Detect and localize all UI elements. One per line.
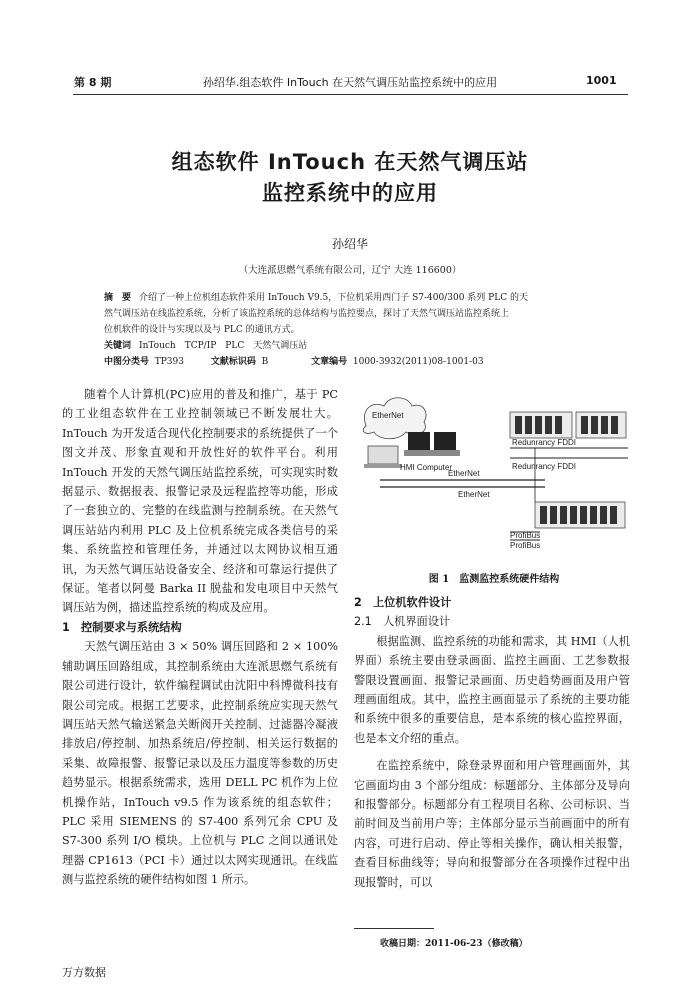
right-column — [354, 593, 630, 892]
received-date: 收稿日期：2011-06-23（修改稿） — [380, 939, 528, 949]
article-title-line-1: 组态软件 InTouch 在天然气调压站 — [171, 150, 529, 174]
clc-label: 中图分类号 — [104, 357, 150, 367]
monitor-icon — [434, 432, 456, 450]
monitor-icon — [408, 432, 430, 450]
subsection-heading-2-1: 2.1 人机界面设计 — [354, 615, 451, 629]
keyboard-icon — [404, 450, 460, 456]
label-ethernet-mid: EtherNet — [448, 469, 480, 478]
plc-rack-bottom — [535, 502, 625, 528]
watermark: 万方数据 — [62, 966, 106, 979]
footnote-rule — [354, 928, 434, 929]
abstract — [104, 290, 604, 370]
label-hmi-computer: HMI Computer — [400, 463, 453, 472]
keywords-label: 关键词 — [104, 341, 132, 351]
label-fddi-2: Redunrancy FDDI — [512, 462, 577, 471]
issue-number: 第 8 期 — [74, 76, 112, 89]
affiliation: （大连派思燃气系统有限公司，辽宁 大连 116600） — [238, 265, 462, 276]
section-1-paragraph: 天然气调压站由 3 × 50% 调压回路和 2 × 100% 辅助调压回路组成，其控制系统由大连派思燃气系统有限公司进行设计，软件编程调试由沈阳中科博微科技有限公司完成。根据工艺要求，此控制系统应实现天然气调压站天然气输送紧急关断阀开关控制、过滤器冷凝液排放启/停控制、加热系统启/停控制、相关运行数据的采集、故障报警、报警记录以及压力温度等参数的历史趋势显示。根据系统需求，选用 DELL PC 机作为上位机操作站，InTouch v9.5 作为该系统的组态软件；PLC 采用 SIEMENS 的 S7-400 系列冗余 CPU 及 S7-300 系列 I/O 模块。上位机与 PLC 之间以通讯处理器 CP1613（PCI 卡）通过以太网实现通讯。在线监测与监控系统的硬件结构如图 1 所示。 — [62, 640, 338, 887]
label-profibus-2: ProfiBus — [510, 541, 541, 550]
abstract-line: 介绍了一种上位机组态软件采用 InTouch V9.5，下位机采用西门子 S7-400/300 系列 PLC 的天 — [139, 293, 528, 303]
clc-value: TP393 — [154, 357, 184, 367]
header-rule — [73, 94, 628, 95]
doc-code-value: B — [261, 357, 269, 367]
page-number: 1001 — [586, 74, 617, 87]
label-profibus-1: ProfiBus — [510, 531, 541, 540]
keywords: InTouch TCP/IP PLC 天然气调压站 — [139, 341, 308, 351]
article-number-label: 文章编号 — [311, 357, 348, 367]
label-ethernet-top: EtherNet — [372, 411, 404, 420]
section-heading-1: 1 控制要求与系统结构 — [62, 620, 182, 634]
section-2-paragraph-2: 在监控系统中，除登录界面和用户管理画面外，其它画面均由 3 个部分组成：标题部分、主体部分及导向和报警部分。标题部分有工程项目名称、公司标识、当前时间及当前用户等；主体部分显示当前画面中的所有内容，可进行启动、停止等相关操作，确认相关报警，查看目标曲线等；导向和报警部分在各项操作过程中出现报警时，可以 — [354, 759, 630, 889]
laptop-base — [364, 464, 402, 468]
article-title-line-2: 监控系统中的应用 — [262, 181, 438, 205]
doc-code-label: 文献标识码 — [210, 357, 256, 367]
intro-paragraph: 随着个人计算机(PC)应用的普及和推广，基于 PC 的工业组态软件在工业控制领域已不断发展壮大。InTouch 为开发适合现代化控制要求的系统提供了一个图文并茂、形象直观和开放性好的软件平台。利用 InTouch 开发的天然气调压站监控系统，可实现实时数据显示、数据报表、报警记录及远程监控等功能，形成了一套独立的、完整的在线监测与控制系统。在天然气调压站站内利用 PLC 及上位机系统完成各类信号的采集、系统监控和管理任务，并通过以太网协议相互通讯，为天然气调压站设备安全、经济和可靠运行提供了保证。笔者以阿曼 Barka II 脱盐和发电项目中天然气调压站为例，描述监控系统的构成及应用。 — [62, 388, 338, 615]
abstract-label: 摘 要 — [104, 293, 132, 303]
classification-line — [104, 354, 604, 370]
left-column — [62, 385, 338, 890]
label-ethernet-low: EtherNet — [458, 490, 490, 499]
laptop-icon — [368, 446, 398, 464]
author: 孙绍华 — [331, 237, 368, 251]
figure-1 — [360, 390, 628, 555]
figure-1-caption: 图 1 监测监控系统硬件结构 — [428, 574, 560, 585]
plc-rack-top — [510, 412, 626, 438]
abstract-line: 位机软件的设计与实现以及与 PLC 的通讯方式。 — [104, 325, 300, 335]
article-number-value: 1000-3932(2011)08-1001-03 — [352, 357, 484, 367]
abstract-line: 然气调压站在线监控系统，分析了该监控系统的总体结构与监控要点，探讨了天然气调压站监控系统上 — [104, 309, 510, 319]
section-heading-2: 2 上位机软件设计 — [354, 596, 452, 609]
section-2-paragraph-1: 根据监测、监控系统的功能和需求，其 HMI（人机界面）系统主要由登录画面、监控主画面、工艺参数报警限设置画面、报警记录画面、历史趋势画面及用户管理画面组成。其中，监控主画面显示了系统的主要功能和系统中很多的重要信息，是本系统的核心监控界面，也是本文介绍的重点。 — [354, 634, 630, 745]
label-fddi-1: Redunrancy FDDI — [512, 438, 577, 447]
running-title: 孙绍华.组态软件 InTouch 在天然气调压站监控系统中的应用 — [202, 76, 498, 89]
hardware-structure-diagram — [360, 390, 628, 555]
